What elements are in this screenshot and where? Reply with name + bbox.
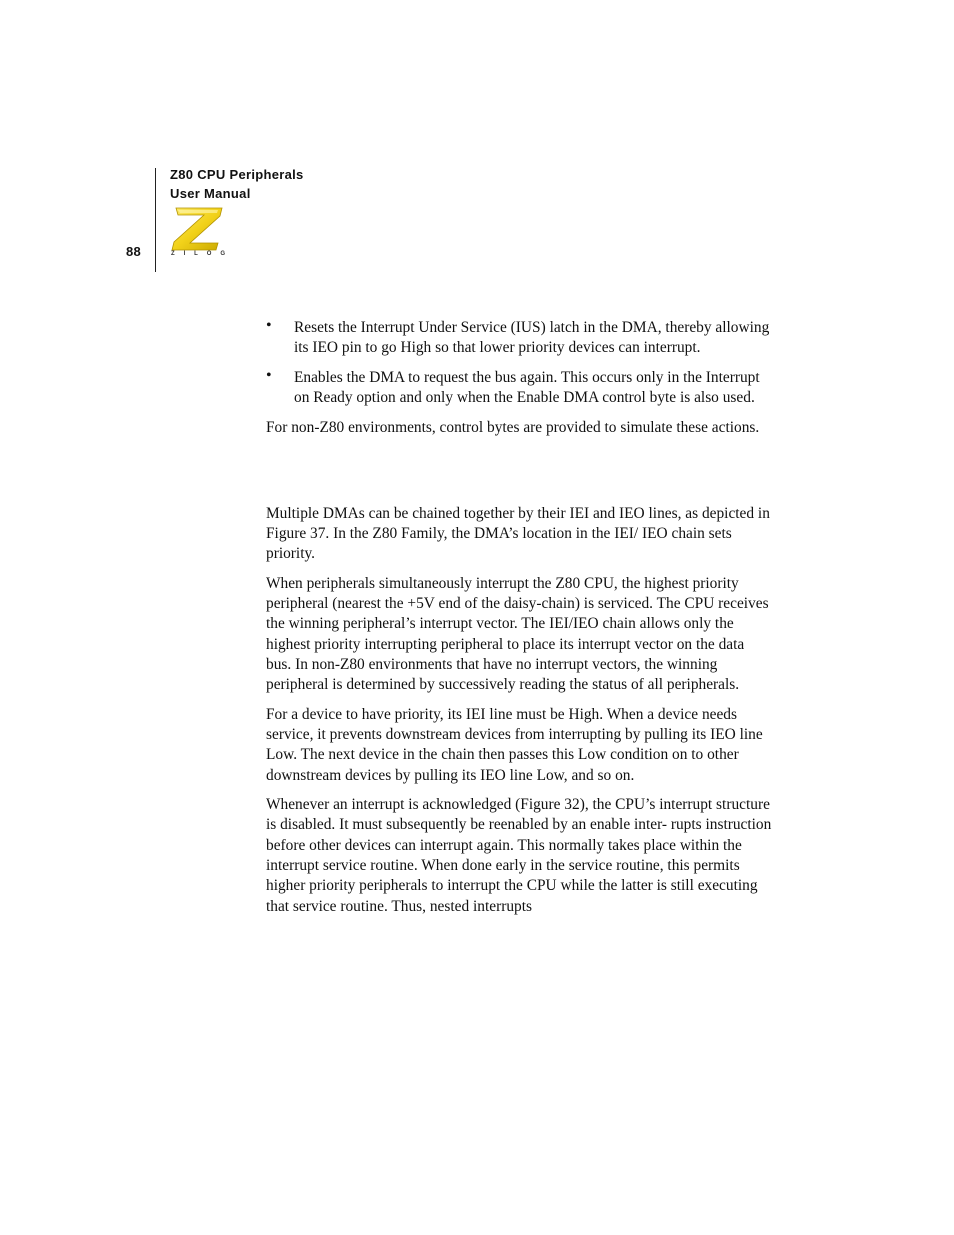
section-gap	[266, 448, 772, 504]
bullet-item: • Resets the Interrupt Under Service (IUS) latch in the DMA, thereby allowing its IEO pin to go High so that lower priority devices can interrupt.	[266, 317, 770, 357]
paragraph: For a device to have priority, its IEI line must be High. When a device needs service, it prevents downstream devices from interrupting by pulling its IEO line Low. The next device in the chain then passes this Low condition on to other downstream devices by pulling its IEO line Low, and so on.	[266, 705, 763, 784]
bullet-icon: •	[266, 367, 272, 385]
title-line-2: User Manual	[170, 186, 251, 201]
paragraph: Whenever an interrupt is acknowledged (Figure 32), the CPU’s interrupt structure is disabled. It must subsequently be reenabled by an enable inter- rupts instruction before other devices can interrupt again. This normally takes place within the interrupt service routine. When done early in the service routine, this permits higher priority peripherals to interrupt the CPU while the latter is still executing that service routine. Thus, nested interrupts	[266, 796, 772, 915]
paragraph: When peripherals simultaneously interrupt the Z80 CPU, the highest priority peripheral (nearest the +5V end of the daisy-chain) is serviced. The CPU receives the winning peripheral’s interrupt vector. The IEI/IEO chain allows only the highest priority interrupting peripheral to place its interrupt vector on the data bus. In non-Z80 environments that have no interrupt vectors, the winning peripheral is determined by successively reading the status of all peripherals.	[266, 574, 769, 694]
page-number: 88	[126, 244, 142, 259]
bullet-item: • Enables the DMA to request the bus again. This occurs only in the Interrupt on Ready option and only when the Enable DMA control byte is also used.	[266, 367, 760, 407]
title-line-1: Z80 CPU Peripherals	[170, 167, 304, 182]
body-text	[266, 318, 772, 926]
paragraph: Multiple DMAs can be chained together by their IEI and IEO lines, as depicted in Figure 37. In the Z80 Family, the DMA’s location in the IEI/ IEO chain sets priority.	[266, 504, 770, 563]
paragraph: For non-Z80 environments, control bytes are provided to simulate these actions.	[266, 419, 760, 437]
zilog-wordmark: Z I L O G	[171, 251, 225, 257]
bullet-icon: •	[266, 317, 272, 334]
document-title	[170, 165, 304, 203]
header-divider	[155, 168, 156, 272]
